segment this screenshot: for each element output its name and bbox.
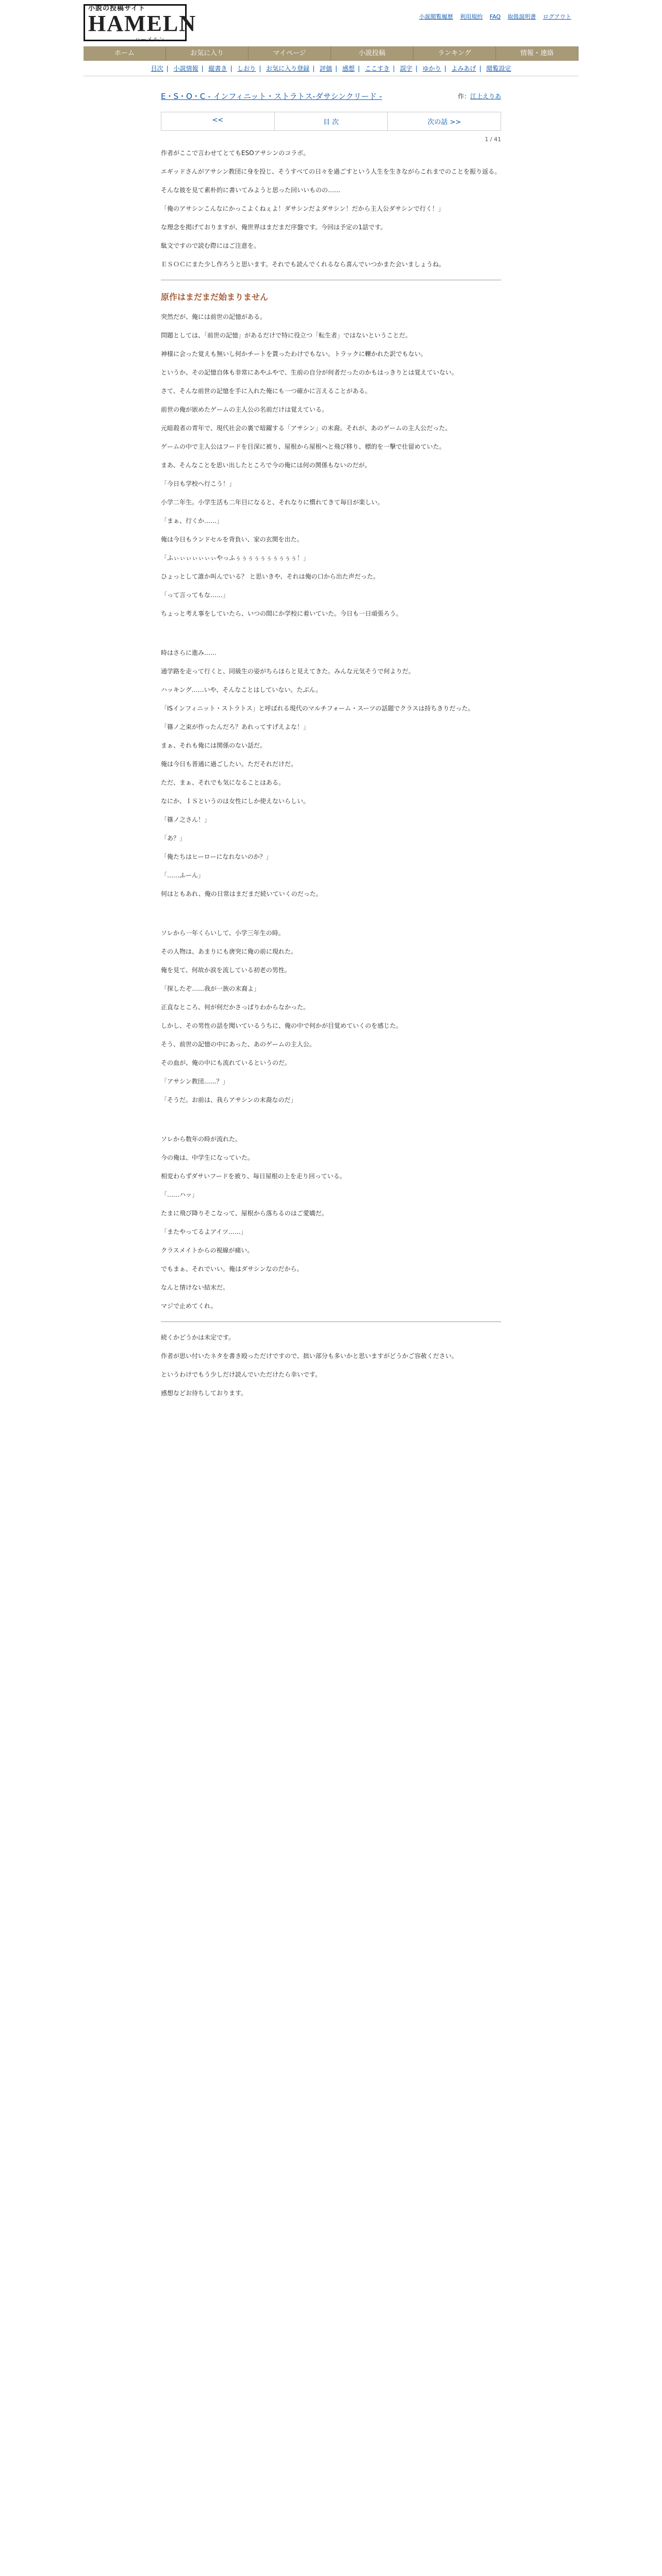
top-link-terms[interactable]: 利用規約 [460, 13, 483, 20]
body-paragraph: なにか、ＩＳというのは女性にしか使えないらしい。 [161, 798, 310, 805]
divider [161, 1321, 501, 1322]
afterword-paragraph: 感想などお待ちしております。 [161, 1389, 247, 1397]
body-paragraph: たまに飛び降りそこなって、屋根から落ちるのはご愛嬌だ。 [161, 1210, 328, 1217]
author-link[interactable]: 江上えりあ [470, 93, 501, 100]
nav-info[interactable]: 情報・連絡 [496, 46, 578, 61]
page-count: 1 / 41 [485, 136, 501, 143]
intro-paragraph: そんな彼を見て素朴的に書いてみようと思った回いいものの…… [161, 187, 341, 194]
section-4 [161, 1134, 501, 1311]
body-paragraph: 前世の俺が嵌めたゲームの主人公の名前だけは覚えている。 [161, 406, 328, 413]
top-links [414, 12, 571, 21]
work-title[interactable]: E・S・O・C - インフィニット・ストラトス-ダサシンクリード - [161, 92, 382, 101]
body-paragraph: 何はともあれ、俺の日常はまだまだ続いていくのだった。 [161, 890, 322, 897]
body-paragraph: ちょっと考え事をしていたら、いつの間にか学校に着いていた。今日も一日頑張ろう。 [161, 610, 403, 617]
body-paragraph: 小学二年生。小学生活も二年目になると、それなりに慣れてきて毎日が楽しい。 [161, 499, 384, 506]
body-paragraph: 元暗殺者の青年で、現代社会の裏で暗躍する「アサシン」の末裔。それが、あのゲームの主人公だった。 [161, 425, 452, 432]
subnav-typo[interactable]: 誤字 [400, 65, 412, 72]
body-paragraph: 相変わらずダサいフードを被り、毎日屋根の上を走り回っている。 [161, 1173, 346, 1180]
subnav-vertical[interactable]: 縦書き [208, 65, 227, 72]
body-paragraph: でもまぁ、それでいい。俺はダサシンなのだから。 [161, 1265, 303, 1273]
title-row [161, 86, 501, 107]
body-paragraph: 「あ？」 [161, 835, 186, 842]
body-paragraph: ハッキング……いや、そんなことはしていない。たぶん。 [161, 686, 322, 693]
subnav-readaloud[interactable]: よみあげ [451, 65, 476, 72]
body-paragraph: なんと情けない結末だ。 [161, 1284, 229, 1291]
body-paragraph: というか、その記憶自体も非常にあやふやで、生前の自分が何者だったのかもはっきりとは覚えていない。 [161, 369, 458, 376]
afterword-paragraph: 作者が思い付いたネタを書き殴っただけですので、拙い部分も多いかと思いますがどうかご容赦ください。 [161, 1352, 458, 1360]
body-paragraph: 「篠ノ之さん！」 [161, 816, 211, 823]
intro-paragraph: 「俺のアサシンこんなにかっこよくねぇよ！ダサシンだよダサシン！だから主人公ダサシンで行く！」 [161, 205, 444, 212]
section-3 [161, 928, 501, 1105]
body-paragraph: 俺は今日もランドセルを背負い、家の玄関を出た。 [161, 536, 303, 543]
body-paragraph: マジで止めてくれ。 [161, 1302, 217, 1310]
body-paragraph: まあ、そんなことを思い出したところで今の俺には何の関係もないのだが。 [161, 462, 371, 469]
body-paragraph: 「俺たちはヒーローになれないのか？」 [161, 853, 272, 860]
body-paragraph: 「そうだ。お前は、我らアサシンの末裔なのだ」 [161, 1096, 297, 1104]
nav-favorites[interactable]: お気に入り [166, 46, 249, 61]
sub-nav: 目次 | 小説情報 | 縦書き | しおり | お気に入り登録 | 評価 | 感想 | ここすき | 誤字 | ゆかり | よみあげ | 閲覧設定 [84, 64, 578, 76]
body-paragraph: 突然だが、俺には前世の記憶がある。 [161, 313, 267, 320]
body-paragraph: 「ISインフィニット・ストラトス」と呼ばれる現代のマルチフォーム・スーツの話題でクラスは持ちきりだった。 [161, 705, 474, 712]
body-paragraph: 今の俺は、中学生になっていた。 [161, 1154, 254, 1161]
site-header [0, 0, 662, 46]
afterword-paragraph: というわけでもう少しだけ読んでいただけたら幸いです。 [161, 1371, 322, 1378]
afterword-paragraph: 続くかどうかは未定です。 [161, 1334, 235, 1341]
pager-toc[interactable]: 目 次 [275, 112, 388, 130]
body-section [161, 312, 501, 619]
nav-home[interactable]: ホーム [84, 46, 166, 61]
subnav-settings[interactable]: 閲覧設定 [486, 65, 511, 72]
pager [161, 112, 501, 131]
chapter-title: 原作はまだまだ始まりません [161, 292, 269, 302]
body-paragraph: 「って言ってもな……」 [161, 591, 229, 599]
author-line [458, 92, 501, 100]
spacer [161, 627, 501, 648]
subnav-yukari[interactable]: ゆかり [422, 65, 441, 72]
intro-paragraph: エギッドさんがアサシン教団に身を投じ、そうすべての日々を過ごすという人生を生きながらこれまでのことを振り返る。 [161, 168, 501, 175]
body-paragraph: 時はさらに進み…… [161, 649, 217, 656]
subnav-novel-info[interactable]: 小説情報 [173, 65, 198, 72]
body-paragraph: そう、前世の記憶の中にあった、あのゲームの主人公。 [161, 1041, 316, 1048]
pager-next[interactable]: 次の話 >> [427, 118, 461, 126]
body-paragraph: ソレから数年の時が流れた。 [161, 1136, 242, 1143]
body-paragraph: ソレから一年くらいして、小学三年生の時。 [161, 929, 285, 937]
body-paragraph: クラスメイトからの視線が痛い。 [161, 1247, 254, 1254]
pager-prev[interactable]: << [161, 112, 275, 130]
nav-ranking[interactable]: ランキング [413, 46, 496, 61]
author-label: 作： [457, 93, 470, 100]
intro-paragraph: 作者がここで言わせてとてもESOアサシンのコラボ。 [161, 149, 310, 157]
body-paragraph: 正直なところ、何が何だかさっぱりわからなかった。 [161, 1004, 310, 1011]
spacer [161, 1113, 501, 1134]
subnav-toc[interactable]: 目次 [151, 65, 163, 72]
body-paragraph: まぁ、それも俺には関係のない話だ。 [161, 742, 267, 749]
subnav-favorite-add[interactable]: お気に入り登録 [266, 65, 310, 72]
body-paragraph: 「……ふーん」 [161, 872, 205, 879]
logo-tagline: 小説の投稿サイト [88, 4, 146, 12]
body-paragraph: 神様に会った覚えも無いし何かチートを貰ったわけでもない。トラックに轢かれた訳でもない。 [161, 350, 427, 358]
body-paragraph: 「……ハッ」 [161, 1191, 198, 1198]
top-link-faq[interactable]: FAQ [489, 13, 501, 20]
body-paragraph: 俺を見て、何故か涙を流している初老の男性。 [161, 967, 291, 974]
site-logo[interactable] [84, 4, 196, 43]
intro-paragraph: 駄文ですので読む際にはご注意を。 [161, 242, 260, 249]
top-link-logout[interactable]: ログアウト [543, 13, 571, 20]
body-paragraph: その血が、俺の中にも流れているというのだ。 [161, 1059, 291, 1066]
subnav-rate[interactable]: 評価 [320, 65, 333, 72]
body-paragraph: 「まぁ、行くか……」 [161, 517, 223, 524]
logo-wordmark: HAMELN [88, 10, 196, 36]
body-paragraph: 「篠ノ之束が作ったんだろ？あれってすげえよな！」 [161, 723, 310, 731]
main-content [161, 86, 501, 1398]
top-link-manual[interactable]: 取扱説明書 [507, 13, 536, 20]
afterword-section [161, 1332, 501, 1398]
nav-mypage[interactable]: マイページ [249, 46, 331, 61]
intro-section [161, 148, 501, 269]
top-link-history[interactable]: 小説閲覧履歴 [419, 13, 453, 20]
body-paragraph: 「アサシン教団……？」 [161, 1078, 229, 1085]
main-nav [84, 46, 578, 61]
body-paragraph: 「今日も学校へ行こう！」 [161, 480, 236, 487]
subnav-bookmark[interactable]: しおり [237, 65, 256, 72]
body-paragraph: 「またやってるよアイツ……」 [161, 1228, 247, 1235]
body-paragraph: その人物は、あまりにも唐突に俺の前に現れた。 [161, 948, 297, 955]
body-paragraph: 「ふぃぃぃぃぃぃぃやっふぅぅぅぅぅぅぅぅぅぅ！」 [161, 554, 310, 562]
subnav-kokosuki[interactable]: ここすき [365, 65, 390, 72]
logo-subtitle: ハーメルン [135, 36, 166, 43]
spacer [161, 907, 501, 928]
subnav-comments[interactable]: 感想 [342, 65, 355, 72]
body-paragraph: ただ、まぁ、それでも気になることはある。 [161, 779, 285, 786]
body-paragraph: 問題としては、「前世の記憶」があるだけで特に役立つ「転生者」ではないということだ。 [161, 332, 412, 339]
intro-paragraph: な理念を掲げておりますが、俺世界はまだまだ序盤です。今回は予定の1話です。 [161, 224, 387, 231]
body-paragraph: しかし、その男性の話を聞いているうちに、俺の中で何かが目覚めていくのを感じた。 [161, 1022, 403, 1029]
body-paragraph: ゲームの中で主人公はフードを目深に被り、屋根から屋根へと飛び移り、標的を一撃で仕留めていた。 [161, 443, 445, 450]
body-paragraph: 「探したぞ……我が一族の末裔よ」 [161, 985, 260, 992]
intro-paragraph: ＥＳＯＣにまた少し作ろうと思います。それでも読んでくれるなら喜んでいつかまた会いましょうね。 [161, 261, 445, 268]
body-paragraph: ひょっとして誰か叫んでいる？ と思いきや、それは俺の口から出た声だった。 [161, 573, 379, 580]
body-paragraph: 俺は今日も普通に過ごしたい。ただそれだけだ。 [161, 760, 297, 768]
section-2 [161, 648, 501, 899]
body-paragraph: 通学路を走って行くと、同級生の姿がちらほらと見えてきた。みんな元気そうで何よりだ。 [161, 668, 415, 675]
body-paragraph: さて、そんな前世の記憶を手に入れた俺にも一つ確かに言えることがある。 [161, 387, 371, 395]
nav-post-novel[interactable]: 小説投稿 [331, 46, 413, 61]
